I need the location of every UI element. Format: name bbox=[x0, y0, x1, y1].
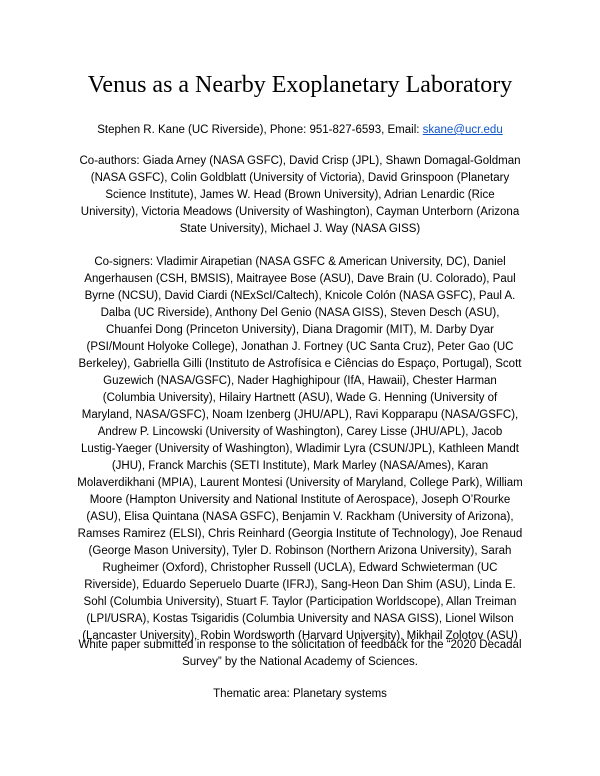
coauthors-line: (NASA GSFC), Colin Goldblatt (University of Victoria), David Grinspoon (Planetary bbox=[90, 172, 510, 184]
cosigners-line: Ramses Ramirez (ELSI), Chris Reinhard (Georgia Institute of Technology), Joe Renaud bbox=[77, 528, 523, 540]
cosigners-line: Chuanfei Dong (Princeton University), Diana Dragomir (MIT), M. Darby Dyar bbox=[106, 324, 494, 336]
coauthors-paragraph bbox=[60, 153, 540, 238]
cosigners-line: Co-signers: Vladimir Airapetian (NASA GSFC & American University, DC), Daniel bbox=[94, 256, 506, 268]
coauthors-line: Co-authors: Giada Arney (NASA GSFC), David Crisp (JPL), Shawn Domagal-Goldman bbox=[79, 155, 521, 167]
coauthors-line: University), Victoria Meadows (University of Washington), Cayman Unterborn (Arizona bbox=[80, 206, 520, 218]
cosigners-line: (LPI/USRA), Kostas Tsigaridis (Columbia University and NASA GISS), Lionel Wilson bbox=[86, 613, 514, 625]
cosigners-line: Berkeley), Gabriella Gilli (Instituto de Astrofísica e Ciências do Espaço, Portugal), Scott bbox=[78, 358, 522, 370]
author-contact: Stephen R. Kane (UC Riverside), Phone: 951-827-6593, Email: bbox=[97, 124, 423, 136]
cosigners-line: Rugheimer (Oxford), Christopher Russell (UCLA), Edward Schwieterman (UC bbox=[102, 562, 498, 574]
thematic-area: Thematic area: Planetary systems bbox=[213, 688, 387, 700]
coauthors-line: Science Institute), James W. Head (Brown University), Adrian Lenardic (Rice bbox=[105, 189, 495, 201]
cosigners-line: (ASU), Elisa Quintana (NASA GSFC), Benjamin V. Rackham (University of Arizona), bbox=[86, 511, 514, 523]
cosigners-line: Lustig-Yaeger (University of Washington), Wladimir Lyra (CSUN/JPL), Kathleen Mandt bbox=[80, 443, 519, 455]
cosigners-line: Dalba (UC Riverside), Anthony Del Genio (NASA GISS), Steven Desch (ASU), bbox=[100, 307, 500, 319]
cosigners-line: Riverside), Eduardo Seperuelo Duarte (IFRJ), Sang-Heon Dan Shim (ASU), Linda E. bbox=[84, 579, 516, 591]
cosigners-line: Angerhausen (CSH, BMSIS), Maitrayee Bose (ASU), Dave Brain (U. Colorado), Paul bbox=[84, 273, 516, 285]
whitepaper-statement bbox=[60, 637, 540, 671]
cosigners-line: Sohl (Columbia University), Stuart F. Taylor (Participation Worldscope), Allan Treiman bbox=[83, 596, 517, 608]
cosigners-line: Andrew P. Lincowski (University of Washington), Carey Lisse (JHU/APL), Jacob bbox=[97, 426, 503, 438]
cosigners-line: Byrne (NCSU), David Ciardi (NExScI/Caltech), Knicole Colón (NASA GSFC), Paul A. bbox=[84, 290, 516, 302]
cosigners-line: (JHU), Franck Marchis (SETI Institute), Mark Marley (NASA/Ames), Karan bbox=[111, 460, 489, 472]
cosigners-line: Guzewich (NASA/GSFC), Nader Haghighipour (IfA, Hawaii), Chester Harman bbox=[103, 375, 497, 387]
whitepaper-line: White paper submitted in response to the solicitation of feedback for the “2020 Decadal bbox=[78, 639, 522, 651]
whitepaper-line: Survey” by the National Academy of Sciences. bbox=[182, 656, 418, 668]
cosigners-line: (Lancaster University), Robin Wordsworth (Harvard University), Mikhail Zolotov (ASU) bbox=[82, 630, 518, 642]
cosigners-line: Molaverdikhani (MPIA), Laurent Montesi (University of Maryland, College Park), William bbox=[77, 477, 523, 489]
cosigners-line: (George Mason University), Tyler D. Robinson (Northern Arizona University), Sarah bbox=[88, 545, 512, 557]
cosigners-line: Maryland, NASA/GSFC), Noam Izenberg (JHU/APL), Ravi Kopparapu (NASA/GSFC), bbox=[81, 409, 519, 421]
author-line bbox=[60, 122, 540, 138]
paper-title: Venus as a Nearby Exoplanetary Laboratory bbox=[87, 72, 513, 98]
cosigners-line: (Columbia University), Hilairy Hartnett (ASU), Wade G. Henning (University of bbox=[102, 392, 498, 404]
cosigners-paragraph bbox=[60, 254, 540, 645]
email-link[interactable]: skane@ucr.edu bbox=[422, 124, 503, 136]
cosigners-line: (PSI/Mount Holyoke College), Jonathan J. Fortney (UC Santa Cruz), Peter Gao (UC bbox=[86, 341, 514, 353]
coauthors-line: State University), Michael J. Way (NASA GISS) bbox=[179, 223, 421, 235]
cosigners-line: Moore (Hampton University and National Institute of Aerospace), Joseph O’Rourke bbox=[89, 494, 511, 506]
